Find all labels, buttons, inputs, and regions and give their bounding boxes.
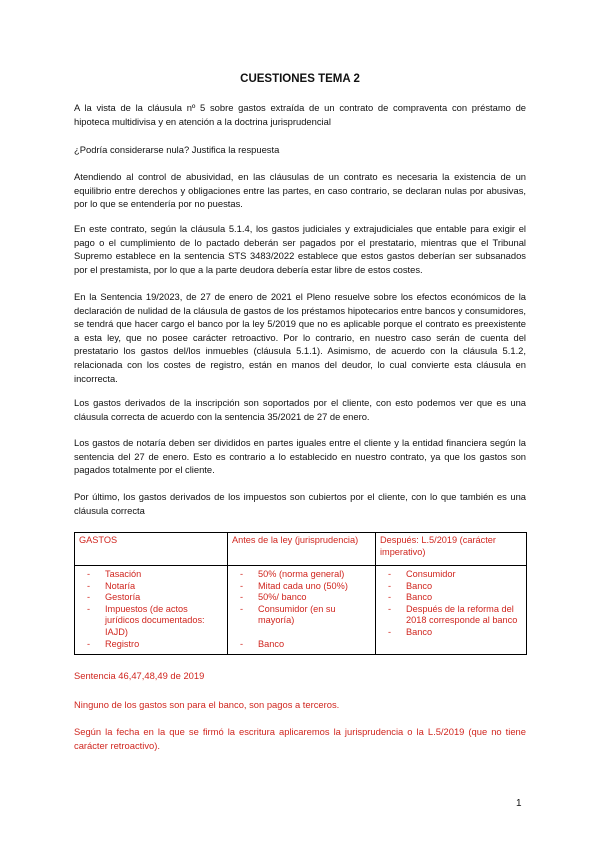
- table-header-gastos: GASTOS: [75, 533, 228, 566]
- table-cell-antes: [228, 566, 376, 655]
- paragraph-sentencia-19-2023: En la Sentencia 19/2023, de 27 de enero de 2021 el Pleno resuelve sobre los efectos económicos de la declaración de nulidad de la cláusula de gastos de los préstamos hipotecarios entre bancos y consumidores, se tendrá que hacer cargo el banco por la ley 5/2019 que no es aplicable porque el contrato es preexistente a esta ley, que no posee carácter retroactivo. Por lo contrario, en nuestro caso serán de cuenta del prestatario los gastos del/los inmuebles (cláusula 5.1.1). Asimismo, de acuerdo con la cláusula 5.1.2, relacionada con los costes de registro, están en manos del deudor, lo cual convierte esta cláusula en incorrecta.: [74, 291, 526, 384]
- note-sentencias: Sentencia 46,47,48,49 de 2019: [74, 670, 205, 681]
- intro-paragraph: A la vista de la cláusula nº 5 sobre gastos extraída de un contrato de compraventa con préstamo de hipoteca multidivisa y en atención a la doctrina jurisprudencial: [74, 102, 526, 127]
- table-header-row: [75, 533, 527, 566]
- document-title: CUESTIONES TEMA 2: [240, 73, 360, 85]
- paragraph-inscripcion: Los gastos derivados de la inscripción son soportados por el cliente, con esto podemos ver que es una cláusula correcta de acuerdo con la sentencia 35/2021 de 27 de enero.: [74, 397, 526, 422]
- table-cell-despues: [376, 566, 527, 655]
- list-item: - Notaría: [79, 581, 223, 593]
- paragraph-clausula-514: En este contrato, según la cláusula 5.1.4, los gastos judiciales y extrajudiciales que entable para exigir el pago o el cumplimiento de lo pactado deberán ser pagados por el prestatario, mientras que el Tribunal Supremo establece en la sentencia STS 3483/2022 establece que estos gastos deberían ser subsanados por el prestamista, por lo que a la parte deudora debería estar libre de estos costes.: [74, 223, 526, 275]
- list-item: - Consumidor: [380, 569, 522, 581]
- list-item: - Banco: [232, 639, 371, 651]
- paragraph-notaria: Los gastos de notaría deben ser divididos en partes iguales entre el cliente y la entidad financiera según la sentencia del 27 de enero. Esto es contrario a lo establecido en nuestro contrato, ya que los gastos son pagados totalmente por el cliente.: [74, 437, 526, 476]
- list-item: - 50%/ banco: [232, 592, 371, 604]
- paragraph-impuestos: Por último, los gastos derivados de los impuestos son cubiertos por el cliente, con lo que también es una cláusula correcta: [74, 491, 526, 516]
- list-spacer: [232, 627, 371, 639]
- list-item: - Banco: [380, 581, 522, 593]
- note-fecha-escritura: Según la fecha en la que se firmó la escritura aplicaremos la jurisprudencia o la L.5/2019 (que no tiene carácter retroactivo).: [74, 726, 526, 751]
- table-header-despues: Después: L.5/2019 (carácter imperativo): [376, 533, 527, 566]
- list-item: - Banco: [380, 592, 522, 604]
- list-item: - Mitad cada uno (50%): [232, 581, 371, 593]
- list-item: - Impuestos (de actos jurídicos documentados: IAJD): [79, 604, 223, 639]
- list-item: - Registro: [79, 639, 223, 651]
- list-item: - Tasación: [79, 569, 223, 581]
- list-item: - Banco: [380, 627, 522, 639]
- note-ninguno-banco: Ninguno de los gastos son para el banco, son pagos a terceros.: [74, 699, 340, 710]
- gastos-table: [74, 532, 527, 655]
- list-item: - Después de la reforma del 2018 corresponde al banco: [380, 604, 522, 627]
- question-paragraph: ¿Podría considerarse nula? Justifica la respuesta: [74, 144, 280, 155]
- list-item: - Gestoría: [79, 592, 223, 604]
- page-number: 1: [516, 798, 522, 809]
- table-cell-gastos: [75, 566, 228, 655]
- table-header-antes: Antes de la ley (jurisprudencia): [228, 533, 376, 566]
- paragraph-abusividad: Atendiendo al control de abusividad, en las cláusulas de un contrato es necesaria la existencia de un equilibrio entre derechos y obligaciones entre las partes, en caso contrario, se declaran nulas por abusivas, por lo que se entendería por no puestas.: [74, 171, 526, 210]
- list-item: - Consumidor (en su mayoría): [232, 604, 371, 627]
- table-row: [75, 566, 527, 655]
- list-item: - 50% (norma general): [232, 569, 371, 581]
